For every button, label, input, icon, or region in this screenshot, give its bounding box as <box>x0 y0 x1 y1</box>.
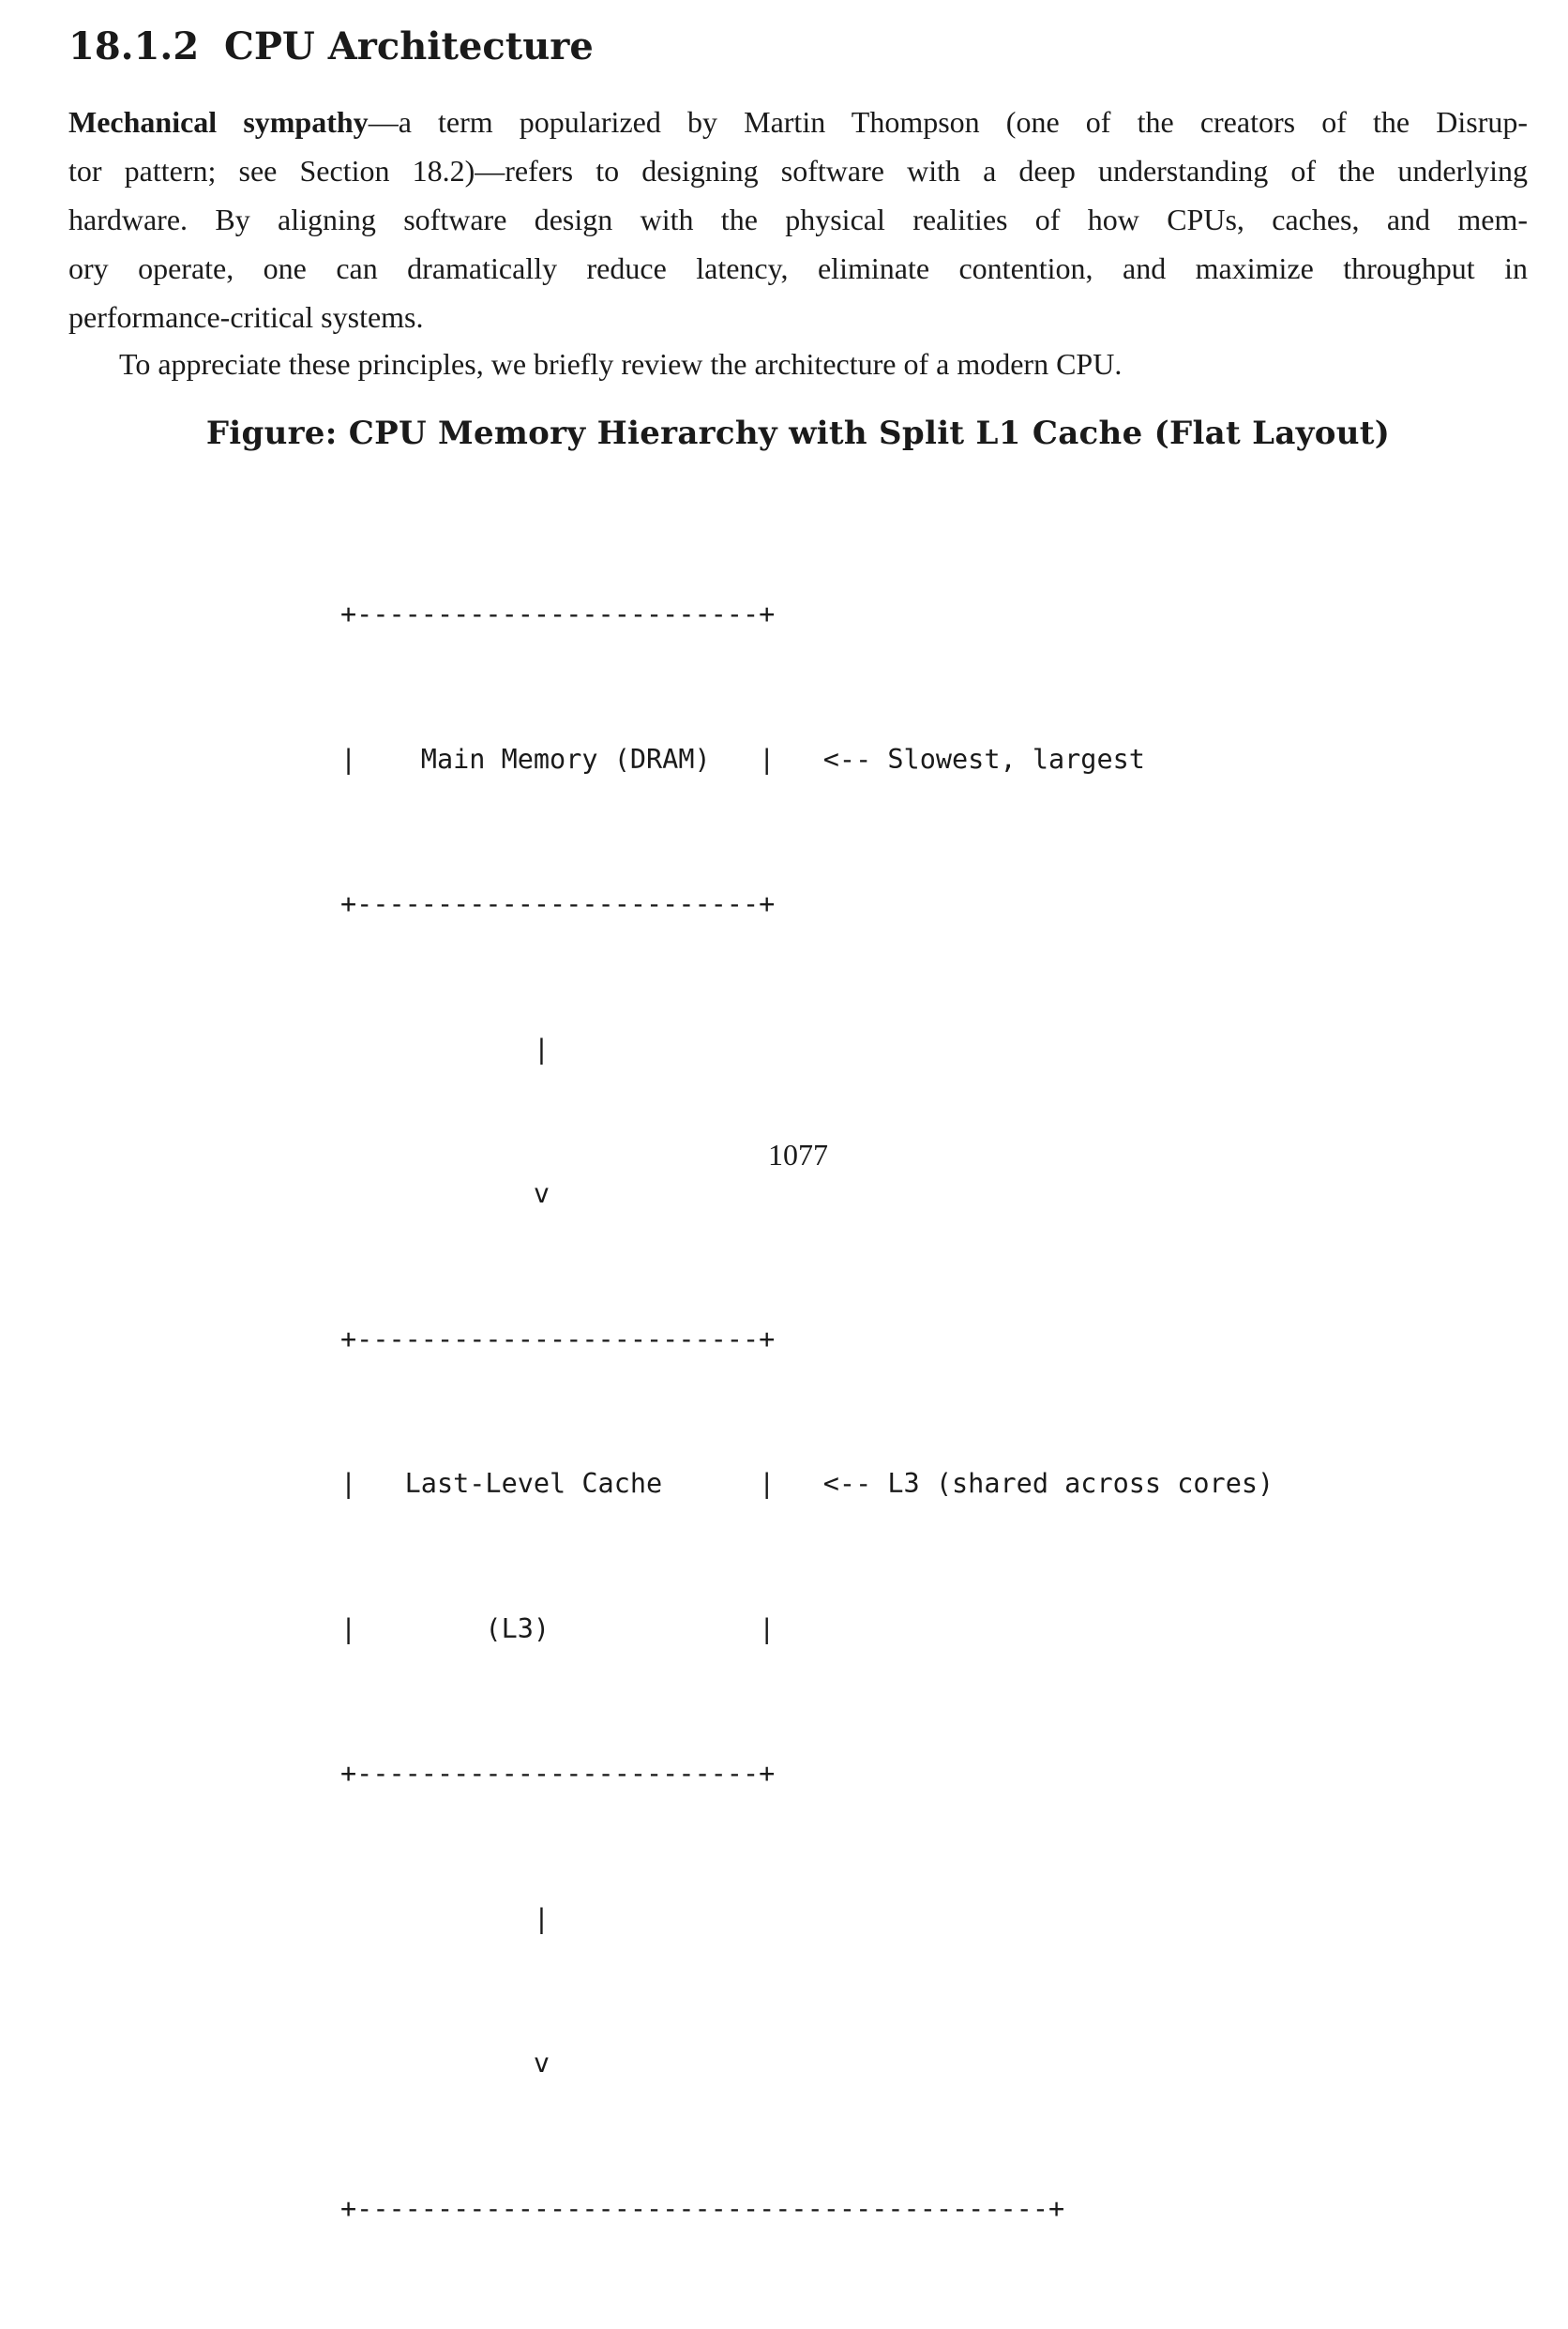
ascii-memory-hierarchy-diagram <box>340 493 1274 2329</box>
diagram-line: | Last-Level Cache | <-- L3 (shared across cores) <box>340 1468 1274 1499</box>
section-number: 18.1.2 <box>68 24 200 68</box>
paragraph-line-2: tor pattern; see Section 18.2)—refers to designing software with a deep understanding of the underlying <box>68 154 1528 188</box>
paragraph-line-3: hardware. By aligning software design with the physical realities of how CPUs, caches, and mem- <box>68 203 1528 236</box>
section-title: CPU Architecture <box>224 24 594 68</box>
diagram-line: | Main Memory (DRAM) | <-- Slowest, largest <box>340 743 1145 775</box>
diagram-line: +-------------------------+ <box>340 598 776 629</box>
diagram-line: +-------------------------------------------+ <box>340 2192 1065 2224</box>
paragraph-mechanical-sympathy <box>68 98 1528 341</box>
paragraph-intro-cpu: To appreciate these principles, we briefly review the architecture of a modern CPU. <box>119 347 1123 381</box>
figure-caption: Figure: CPU Memory Hierarchy with Split L1 Cache (Flat Layout) <box>205 415 1391 452</box>
diagram-line: v <box>340 2048 550 2079</box>
diagram-line: v <box>340 1178 550 1209</box>
diagram-line: | (L3) | <box>340 1612 776 1644</box>
paragraph-line-1 <box>68 98 1528 146</box>
paragraph-line-1-rest: —a term popularized by Martin Thompson (one of the creators of the Disrup- <box>368 105 1529 139</box>
page-number: 1077 <box>768 1138 828 1172</box>
diagram-line: | <box>340 1033 550 1065</box>
diagram-line: | <box>340 1902 550 1934</box>
lead-term: Mechanical sympathy <box>68 105 369 139</box>
diagram-line: +-------------------------+ <box>340 1758 776 1789</box>
section-heading <box>68 24 594 68</box>
diagram-line: +-------------------------+ <box>340 1323 776 1354</box>
diagram-line: +-------------------------+ <box>340 888 776 919</box>
paragraph-line-4: ory operate, one can dramatically reduce latency, eliminate contention, and maximize throughput in <box>68 251 1528 285</box>
paragraph-line-5: performance-critical systems. <box>68 300 424 334</box>
